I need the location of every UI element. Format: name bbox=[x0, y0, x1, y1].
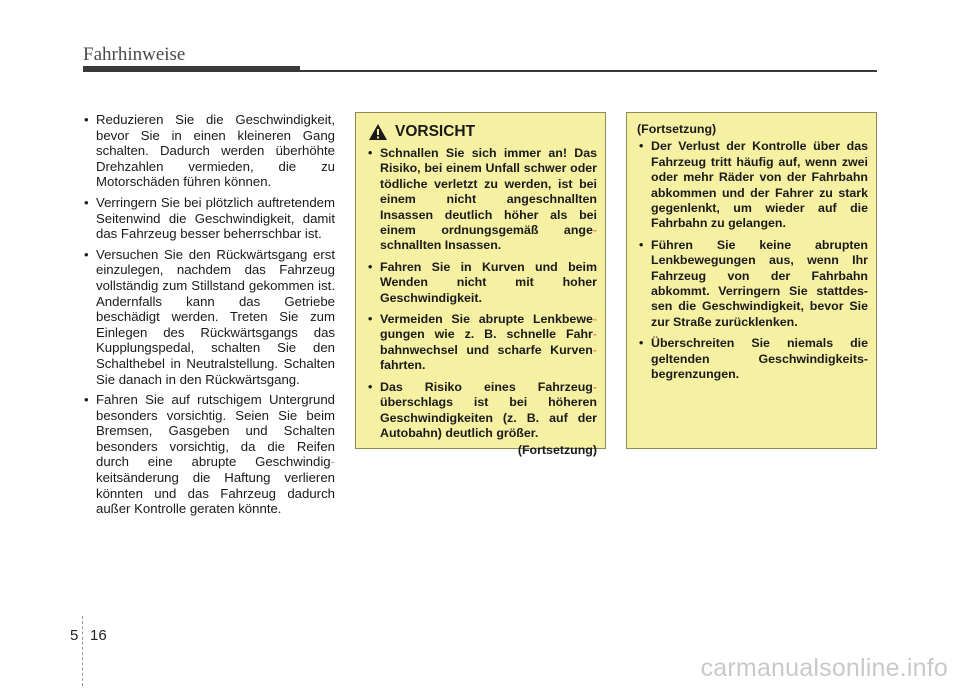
soft-hyphen: - bbox=[592, 223, 597, 238]
bullet-text: Verringern Sie bei plötzlich auftretendem Seitenwind die Geschwindigkeit, damit das Fahrzeug besser beherrschbar ist. bbox=[96, 194, 335, 242]
list-item bbox=[364, 380, 597, 442]
header-rule-thick bbox=[83, 66, 300, 72]
bullet-text-continued: fahrten. bbox=[380, 358, 426, 373]
bullet-text-continued: gungen wie z. B. schnelle Fahr bbox=[380, 327, 593, 342]
continued-label: (Fortsetzung) bbox=[517, 443, 597, 458]
caution-continuation-box bbox=[626, 112, 877, 449]
caution-title: VORSICHT bbox=[395, 123, 476, 141]
list-item bbox=[80, 195, 335, 242]
warning-triangle-icon bbox=[368, 123, 388, 141]
soft-hyphen: - bbox=[330, 454, 335, 470]
bullet-text: Fahren Sie auf rutschigem Untergrund besonders vorsichtig. Seien Sie beim Bremsen, Gasgeben und Schalten besonders vorsichtig, da die Reifen durch eine abrupte Geschwindig bbox=[96, 392, 335, 470]
soft-hyphen: - bbox=[592, 327, 597, 342]
chapter-number: 5 bbox=[70, 627, 79, 644]
footer-divider bbox=[82, 616, 83, 686]
list-item bbox=[635, 336, 868, 382]
bullet-text: Reduzieren Sie die Geschwindigkeit, bevor Sie in einen kleineren Gang schalten. Dadurch werden überhöhte Drehzahlen vermieden, die zu Motorschäden führen können. bbox=[96, 112, 335, 190]
caution-box bbox=[355, 112, 606, 458]
bullet-text-continued: bahnwechsel und scharfe Kurven bbox=[380, 342, 593, 357]
list-item bbox=[635, 139, 868, 231]
bullet-text: Überschreiten Sie niemals die geltenden Geschwindigkeits-begrenzungen. bbox=[651, 336, 868, 382]
continuation-bullet-list bbox=[635, 139, 868, 382]
page-header-title: Fahrhinweise bbox=[83, 44, 186, 65]
continued-label: (Fortsetzung) bbox=[637, 122, 717, 136]
bullet-text: Vermeiden Sie abrupte Lenkbewe bbox=[380, 312, 593, 327]
list-item bbox=[80, 112, 335, 190]
bullet-text-continued: überschlags ist bei höheren Geschwindigkeiten (z. B. auf der Autobahn) deutlich größer. bbox=[380, 395, 597, 440]
left-text-column bbox=[80, 112, 335, 522]
list-item bbox=[364, 146, 597, 254]
list-item bbox=[364, 312, 597, 374]
list-item bbox=[635, 238, 868, 330]
bullet-text: Führen Sie keine abrupten Lenkbewegungen aus, wenn Ihr Fahrzeug von der Fahrbahn abkommt. Verringern Sie stattdes-sen die Geschwindigkeit, bevor Sie zur Straße zurücklenken. bbox=[651, 237, 868, 329]
page-number: 16 bbox=[90, 627, 107, 644]
list-item bbox=[80, 392, 335, 517]
list-item bbox=[80, 247, 335, 387]
list-item bbox=[364, 260, 597, 306]
bullet-text-continued: schnallten Insassen. bbox=[380, 238, 502, 253]
soft-hyphen: - bbox=[592, 379, 597, 394]
soft-hyphen: - bbox=[592, 342, 597, 357]
bullet-text: Fahren Sie in Kurven und beim Wenden nicht mit hoher Geschwindigkeit. bbox=[380, 259, 597, 305]
bullet-text: Versuchen Sie den Rückwärtsgang erst einzulegen, nachdem das Fahrzeug vollständig zum Stillstand gekommen ist. Andernfalls kann das Getriebe beschädigt werden. Treten Sie zum Einlegen des Rückwärtsgangs das Kupplungspedal, schalten Sie den Schalthebel in Neutralstellung. Schalten Sie danach in den Rückwärtsgang. bbox=[96, 246, 335, 387]
caution-bullet-list bbox=[364, 146, 597, 441]
header-rule-thin bbox=[300, 70, 877, 72]
watermark: carmanualsonline.info bbox=[700, 654, 948, 682]
bullet-text-continued: keitsänderung die Haftung verlieren könnten und das Fahrzeug dadurch außer Kontrolle geraten könnte. bbox=[96, 470, 335, 517]
soft-hyphen: - bbox=[592, 312, 597, 327]
left-bullet-list bbox=[80, 112, 335, 517]
caution-header bbox=[368, 123, 597, 141]
bullet-text: Das Risiko eines Fahrzeug bbox=[380, 379, 593, 394]
bullet-text: Schnallen Sie sich immer an! Das Risiko, bei einem Unfall schwer oder tödliche verletzt zu werden, ist bei einem nicht angeschnallten Insassen deutlich höher als bei einem ordnungsgemäß ange bbox=[380, 146, 597, 238]
bullet-text: Der Verlust der Kontrolle über das Fahrzeug tritt häufig auf, wenn zwei oder mehr Räder von der Fahrbahn abkommen und der Fahrer zu stark gegenlenkt, um wieder auf die Fahrbahn zu gelangen. bbox=[651, 139, 868, 231]
